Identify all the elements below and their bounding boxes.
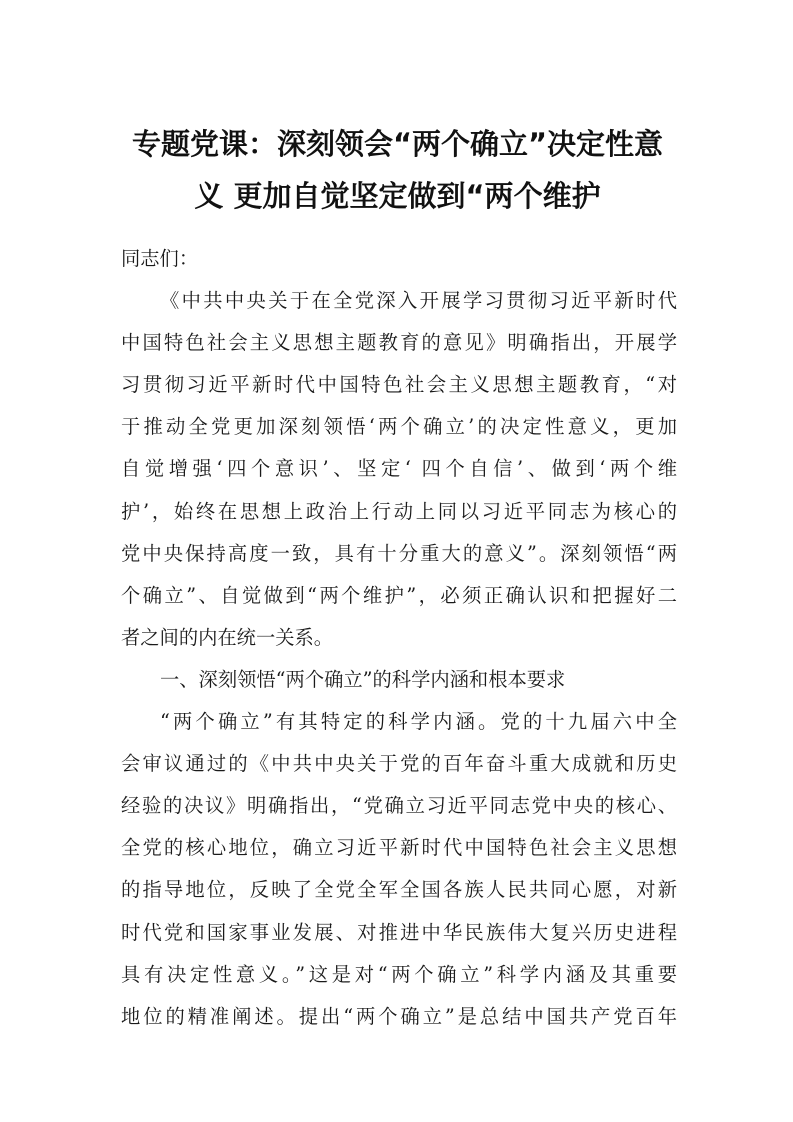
salutation: 同志们：: [121, 247, 199, 270]
paragraph-2-line: 全党的核心地位，确立习近平新时代中国特色社会主义思想: [121, 836, 677, 860]
paragraph-1-line: 个确立”、自觉做到“两个维护”，必须正确认识和把握好二: [121, 583, 677, 607]
paragraph-1-line: 《中共中央关于在全党深入开展学习贯彻习近平新时代: [160, 289, 677, 313]
paragraph-2-line: 经验的决议》明确指出，“党确立习近平同志党中央的核心、: [121, 794, 677, 818]
paragraph-1-line: 习贯彻习近平新时代中国特色社会主义思想主题教育，“对: [121, 373, 677, 397]
paragraph-1-line: 护’，始终在思想上政治上行动上同以习近平同志为核心的: [121, 499, 677, 523]
paragraph-1-line: 自觉增强‘四个意识’、坚定‘ 四个自信’、做到‘两个维: [121, 457, 677, 481]
section-heading-1: 一、深刻领悟“两个确立”的科学内涵和根本要求: [160, 667, 566, 691]
paragraph-2-line: “两个确立”有其特定的科学内涵。党的十九届六中全: [160, 710, 677, 734]
paragraph-1: [121, 280, 677, 659]
paragraph-1-line: 党中央保持高度一致，具有十分重大的意义”。深刻领悟“两: [121, 541, 677, 565]
paragraph-2: [121, 701, 677, 1038]
paragraph-2-line: 时代党和国家事业发展、对推进中华民族伟大复兴历史进程: [121, 920, 677, 944]
document-body: [121, 238, 677, 1038]
paragraph-1-line: 者之间的内在统一关系。: [121, 625, 334, 649]
paragraph-2-line: 会审议通过的《中共中央关于党的百年奋斗重大成就和历史: [121, 752, 677, 776]
paragraph-2-line: 的指导地位，反映了全党全军全国各族人民共同心愿，对新: [121, 878, 677, 902]
document-title-line-2: 义 更加自觉坚定做到“两个维护: [194, 179, 601, 213]
paragraph-2-line: 地位的精准阐述。提出“两个确立”是总结中国共产党百年: [121, 1004, 677, 1028]
paragraph-1-line: 中国特色社会主义思想主题教育的意见》明确指出，开展学: [121, 331, 677, 355]
paragraph-2-line: 具有决定性意义。”这是对“两个确立”科学内涵及其重要: [121, 962, 677, 986]
paragraph-1-line: 于推动全党更加深刻领悟‘两个确立’的决定性意义，更加: [121, 415, 677, 439]
document-title-line-1: 专题党课：深刻领会“两个确立”决定性意: [131, 127, 664, 161]
